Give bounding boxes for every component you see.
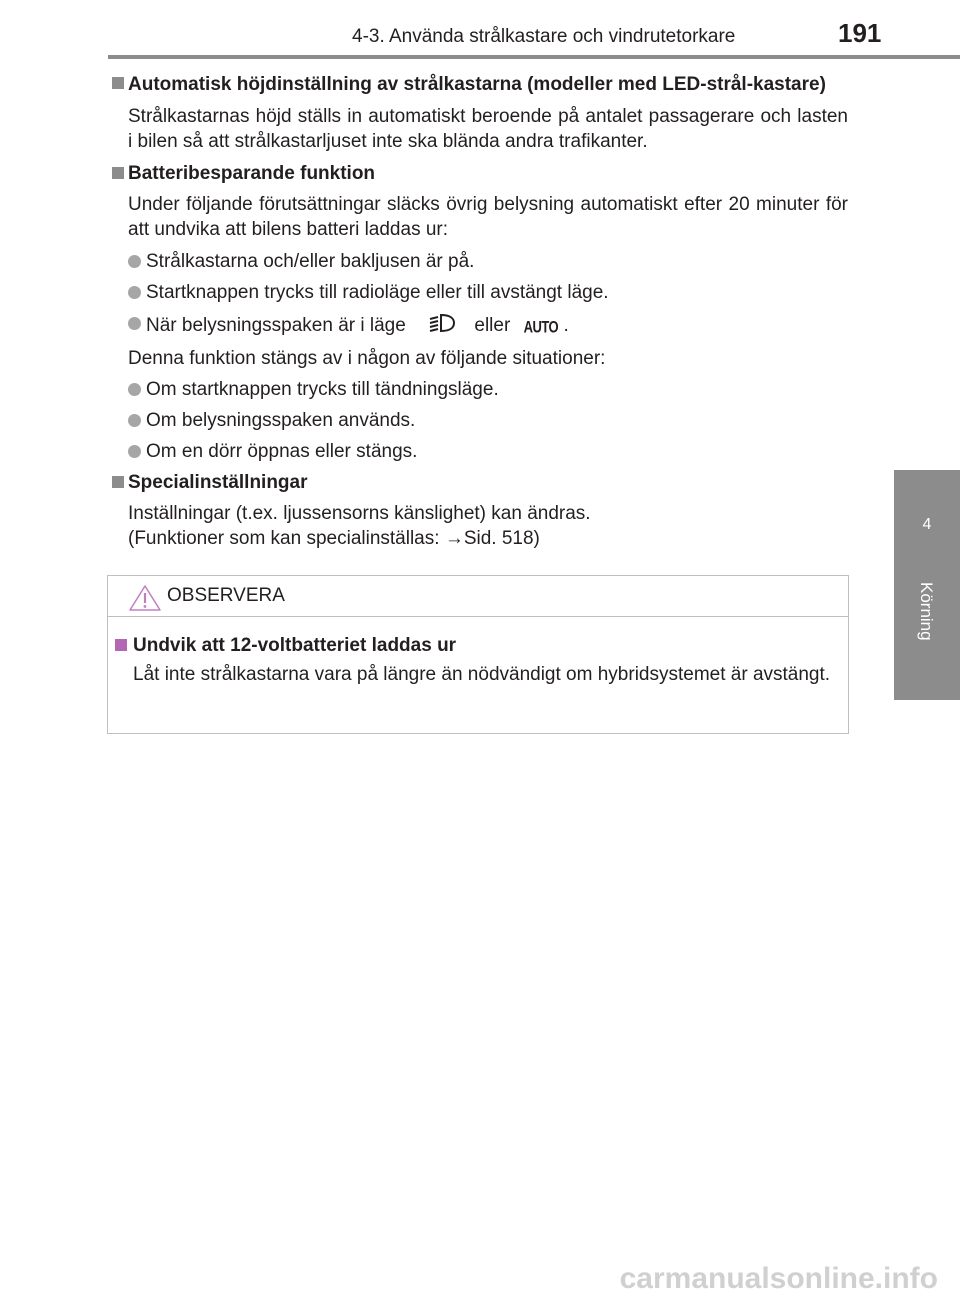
warning-triangle-icon (128, 584, 162, 617)
section-title: 4-3. Använda strålkastare och vindrutetorkare (352, 26, 736, 47)
circle-bullet-icon (128, 286, 141, 299)
list-item (108, 312, 848, 340)
caution-header (108, 576, 848, 617)
page-reference: Sid. 518) (463, 528, 540, 549)
square-bullet-icon (112, 167, 124, 179)
page-number: 191 (838, 18, 882, 48)
chapter-number: 4 (922, 516, 932, 533)
list-item-text: Om startknappen trycks till tändningsläge. (146, 379, 499, 400)
paragraph: Strålkastarnas höjd ställs in automatiskt beroende på antalet passagerare och lasten i bilen så att strålkastarljuset inte ska blända andra trafikanter. (128, 106, 848, 152)
caution-text: Låt inte strålkastarna vara på längre än nödvändigt om hybridsystemet är avstängt. (133, 664, 831, 685)
paragraph-line: Inställningar (t.ex. ljussensorns känslighet) kan ändras. (128, 503, 591, 524)
list-item (108, 409, 848, 432)
circle-bullet-icon (128, 317, 141, 330)
reference-arrow-icon: → (444, 528, 464, 549)
caution-heading (108, 634, 850, 657)
caution-box (107, 575, 849, 734)
main-content (108, 68, 848, 551)
list-item (108, 250, 848, 273)
list-item-text: Om belysningsspaken används. (146, 410, 416, 431)
circle-bullet-icon (128, 445, 141, 458)
paragraph-line: (Funktioner som kan specialinställas: (128, 528, 445, 549)
list-item-text: Om en dörr öppnas eller stängs. (146, 441, 418, 462)
caution-body (108, 634, 850, 687)
section-heading (108, 162, 848, 185)
list-item-text: . (563, 315, 569, 337)
list-item-text: Startknappen trycks till radioläge eller till avstängt läge. (146, 282, 609, 303)
circle-bullet-icon (128, 383, 141, 396)
caution-title: OBSERVERA (167, 585, 285, 606)
square-bullet-icon (112, 77, 124, 89)
circle-bullet-icon (128, 414, 141, 427)
list-item (108, 440, 848, 463)
list-item (108, 378, 848, 401)
chapter-tab (894, 470, 960, 700)
square-bullet-icon (115, 639, 127, 651)
heading-text: Undvik att 12-voltbatteriet laddas ur (133, 635, 457, 656)
heading-text: Automatisk höjdinställning av strålkastarna (modeller med LED-strål-kastare) (128, 74, 826, 95)
section-heading (108, 72, 848, 97)
list-item-text: eller (474, 315, 511, 337)
list-item-text: När belysningsspaken är i läge (146, 315, 406, 337)
circle-bullet-icon (128, 255, 141, 268)
auto-label-icon: AUTO (523, 316, 559, 336)
paragraph: Under följande förutsättningar släcks övrig belysning automatiskt efter 20 minuter för att undvika att bilens batteri laddas ur: (128, 194, 848, 240)
square-bullet-icon (112, 476, 124, 488)
watermark: carmanualsonline.info (619, 1262, 938, 1295)
list-item-text: Strålkastarna och/eller bakljusen är på. (146, 251, 475, 272)
heading-text: Batteribesparande funktion (128, 163, 376, 184)
chapter-label: Körning (917, 582, 936, 641)
headlight-low-beam-icon (427, 312, 457, 340)
heading-text: Specialinställningar (128, 472, 308, 493)
list-item (108, 281, 848, 304)
paragraph: Denna funktion stängs av i någon av följande situationer: (128, 348, 606, 369)
section-heading (108, 471, 848, 494)
header-rule (108, 55, 960, 59)
paragraph (108, 501, 848, 551)
